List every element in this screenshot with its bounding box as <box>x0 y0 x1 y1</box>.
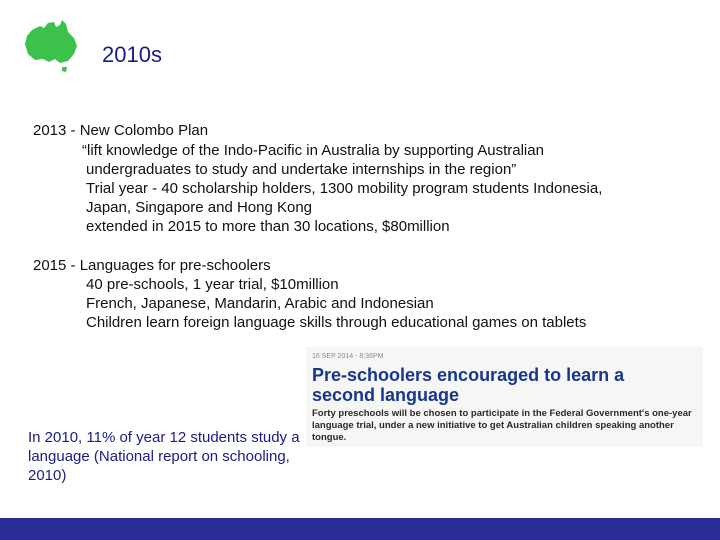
statistic-note: In 2010, 11% of year 12 students study a language (National report on schooling, 2010) <box>28 429 300 484</box>
section-2013-line: “lift knowledge of the Indo-Pacific in Australia by supporting Australian <box>82 142 544 159</box>
clip-body: Forty preschools will be chosen to participate in the Federal Government's one-year language trial, under a new initiative to get Australian children speaking another tongue. <box>312 408 692 443</box>
footer-bar <box>0 518 720 540</box>
slide-title: 2010s <box>102 42 162 67</box>
section-2015-line: Children learn foreign language skills through educational games on tablets <box>86 314 587 331</box>
section-2013-line: Japan, Singapore and Hong Kong <box>86 199 313 216</box>
news-clipping <box>306 347 703 447</box>
australia-map-icon <box>22 18 80 74</box>
section-2015-heading: 2015 - Languages for pre-schoolers <box>33 257 271 274</box>
section-2013-heading: 2013 - New Colombo Plan <box>33 122 209 139</box>
clip-date: 16 SEP 2014 - 8:36PM <box>312 353 384 360</box>
section-2013-line: extended in 2015 to more than 30 locations, $80million <box>86 218 450 235</box>
section-2015-line: French, Japanese, Mandarin, Arabic and Indonesian <box>86 295 434 312</box>
section-2015-line: 40 pre-schools, 1 year trial, $10million <box>86 276 339 293</box>
section-2013-line: undergraduates to study and undertake internships in the region” <box>86 161 517 178</box>
clip-headline: Pre-schoolers encouraged to learn a second language <box>312 365 625 405</box>
section-2013-line: Trial year - 40 scholarship holders, 1300 mobility program students Indonesia, <box>86 180 603 197</box>
